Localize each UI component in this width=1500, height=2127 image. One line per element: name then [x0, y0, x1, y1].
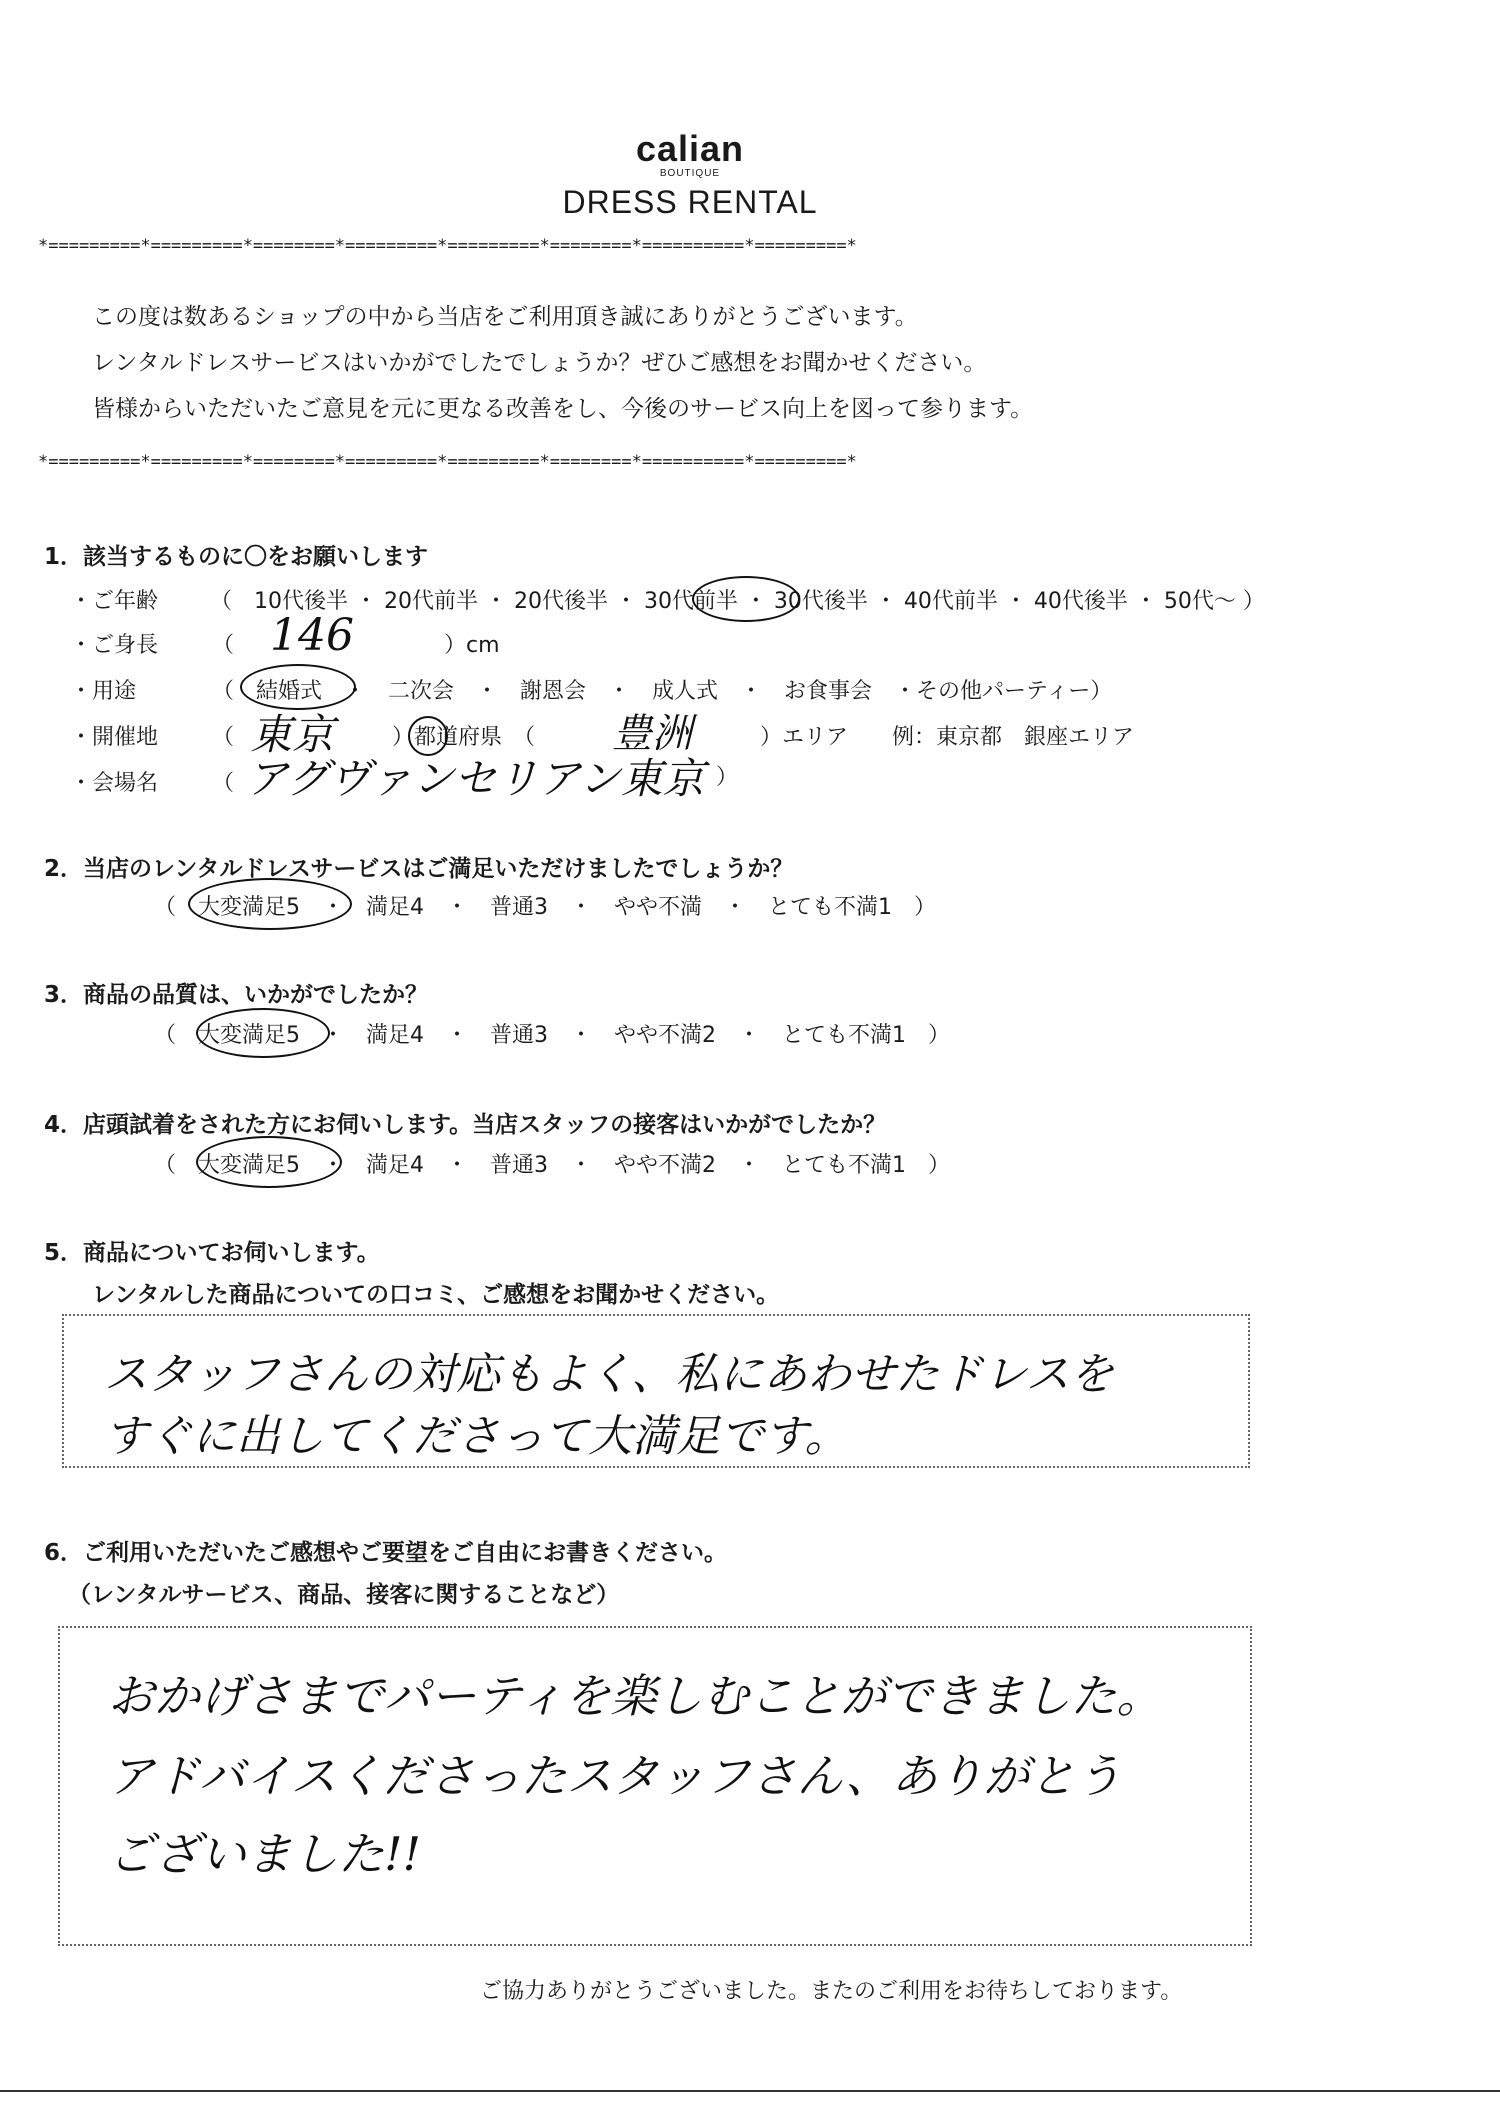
height-unit: ）cm: [444, 633, 500, 658]
intro-line-3: 皆様からいただいたご意見を元に更なる改善をし、今後のサービス向上を図って参ります。: [92, 396, 1034, 422]
venue-open-paren: （: [212, 771, 235, 796]
question-5-answer-line-1: スタッフさんの対応もよく、私にあわせたドレスを: [104, 1349, 1114, 1400]
place-open-paren: （: [212, 725, 235, 750]
question-3-title: 3．商品の品質は、いかがでしたか？: [44, 982, 429, 1008]
venue-label: ・会場名: [70, 771, 159, 796]
question-6-answer-line-3: ございました!!: [108, 1827, 421, 1881]
brand-logo: calian: [635, 128, 745, 169]
bottom-rule: [0, 2090, 1500, 2092]
question-5-subtitle: レンタルした商品についての口コミ、ご感想をお聞かせください。: [92, 1282, 780, 1308]
footer-thanks: ご協力ありがとうございました。またのご利用をお待ちしております。: [480, 1979, 1183, 2004]
question-1-title: 1．該当するものに〇をお願いします: [44, 544, 429, 570]
question-6-answer-line-2: アドバイスくださったスタッフさん、ありがとう: [108, 1749, 1122, 1803]
question-2-title: 2．当店のレンタルドレスサービスはご満足いただけましたでしょうか？: [44, 856, 794, 882]
brand-dress-rental: DRESS RENTAL: [562, 184, 818, 220]
height-label: ・ご身長: [70, 633, 159, 658]
question-3-options: （ 大変満足5 ・ 満足4 ・ 普通3 ・ やや不満2 ・ とても不満1 ）: [154, 1023, 950, 1048]
place-prefecture-suffix: ）都道府県 （: [392, 725, 536, 750]
place-area-value: 豊洲: [612, 711, 692, 757]
question-6-subtitle: （レンタルサービス、商品、接客に関することなど）: [68, 1582, 620, 1608]
place-area-suffix: ）エリア 例：東京都 銀座エリア: [760, 725, 1135, 750]
age-label: ・ご年齢: [70, 589, 159, 614]
place-label: ・開催地: [70, 725, 159, 750]
purpose-options: （ 結婚式 ・ 二次会 ・ 謝恩会 ・ 成人式 ・ お食事会 ・その他パーティー）: [212, 679, 1113, 704]
question-2-options: （ 大変満足5 ・ 満足4 ・ 普通3 ・ やや不満 ・ とても不満1 ）: [154, 895, 936, 920]
separator-top: *=========*=========*========*=========*=========*========*==========*=========*: [38, 236, 857, 256]
question-4-options: （ 大変満足5 ・ 満足4 ・ 普通3 ・ やや不満2 ・ とても不満1 ）: [154, 1153, 950, 1178]
height-value: 146: [270, 610, 354, 661]
separator-bottom: *=========*=========*========*=========*=========*========*==========*=========*: [38, 452, 857, 472]
intro-line-2: レンタルドレスサービスはいかがでしたでしょうか？ぜひご感想をお聞かせください。: [92, 350, 987, 376]
question-2-selection-circle: [188, 878, 352, 930]
brand-logo-sub: BOUTIQUE: [659, 168, 721, 179]
age-selection-circle: [692, 576, 800, 622]
place-prefecture-value: 東京: [250, 710, 335, 759]
age-options: （ 10代後半 ・ 20代前半 ・ 20代後半 ・ 30代前半 ・ 30代後半 ・ 40代前半 ・ 40代後半 ・ 50代～ ）: [210, 589, 1265, 614]
question-3-selection-circle: [196, 1008, 330, 1058]
question-6-answer-line-1: おかげさまでパーティを楽しむことができました。: [108, 1669, 1163, 1723]
purpose-label: ・用途: [70, 679, 137, 704]
venue-value: アグヴァンセリアン東京: [246, 754, 705, 803]
question-5-title: 5．商品についてお伺いします。: [44, 1240, 380, 1266]
question-4-title: 4．店頭試着をされた方にお伺いします。当店スタッフの接客はいかがでしたか？: [44, 1112, 887, 1138]
intro-line-1: この度は数あるショップの中から当店をご利用頂き誠にありがとうございます。: [92, 304, 918, 330]
question-4-selection-circle: [196, 1136, 342, 1188]
question-6-title: 6．ご利用いただいたご感想やご要望をご自由にお書きください。: [44, 1540, 728, 1566]
venue-close-paren: ）: [716, 765, 739, 790]
question-5-answer-line-2: すぐに出してくださって大満足です。: [104, 1411, 849, 1462]
height-open-paren: （: [212, 633, 235, 658]
